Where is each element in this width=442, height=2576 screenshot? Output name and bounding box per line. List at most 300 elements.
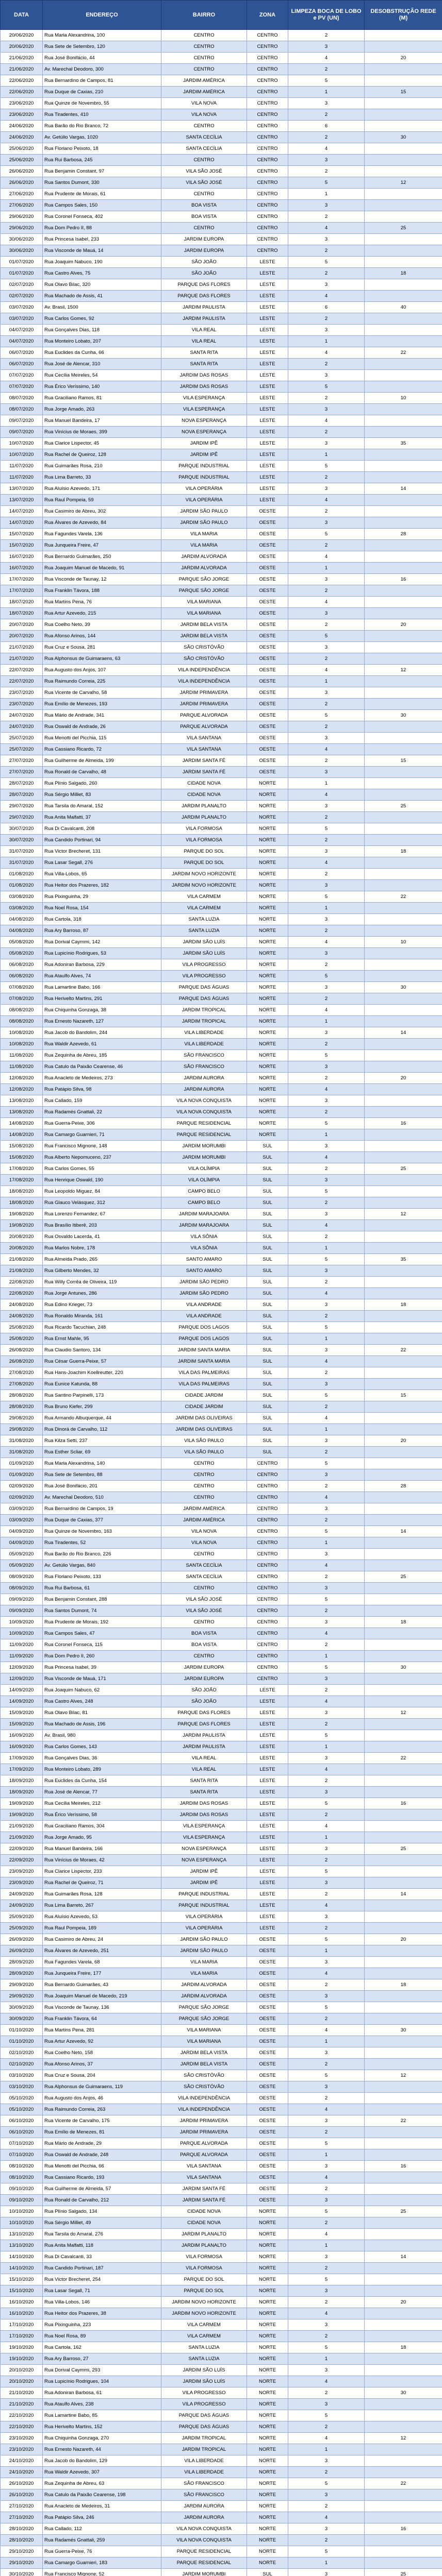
cell-address[interactable]: Rua Victor Brecheret, 131 [43,846,161,857]
cell-zone[interactable]: LESTE [247,1900,288,1911]
cell-district[interactable]: VILA CARMEM [161,2319,247,2331]
cell-zone[interactable]: OESTE [247,2161,288,2172]
cell-zone[interactable]: OESTE [247,699,288,710]
table-row[interactable] [1,801,442,812]
cell-cleaning[interactable]: 2 [288,1889,365,1900]
cell-zone[interactable]: OESTE [247,767,288,778]
cell-unclogging[interactable] [365,744,442,755]
cell-zone[interactable]: LESTE [247,313,288,325]
cell-zone[interactable]: SUL [247,1186,288,1197]
cell-date[interactable]: 02/10/2020 [1,2059,43,2070]
cell-address[interactable]: Rua Floriano Peixoto, 18 [43,143,161,155]
cell-district[interactable]: NOVA ESPERANÇA [161,427,247,438]
cell-date[interactable]: 18/07/2020 [1,608,43,619]
cell-address[interactable]: Rua Catulo da Paixão Cearense, 46 [43,1061,161,1073]
column-header-address[interactable]: ENDEREÇO [43,1,161,30]
cell-district[interactable]: JARDIM NOVO HORIZONTE [161,880,247,891]
cell-unclogging[interactable]: 18 [365,1617,442,1628]
cell-unclogging[interactable] [365,1968,442,1979]
cell-address[interactable]: Rua Almeida Prado, 265 [43,1254,161,1265]
column-header-unclogging[interactable]: DESOBSTRUÇÃO REDE (M) [365,1,442,30]
table-row[interactable] [1,200,442,211]
cell-district[interactable]: JARDIM SANTA MARIA [161,1345,247,1356]
column-header-cleaning[interactable]: LIMPEZA BOCA DE LOBO e PV (UN) [288,1,365,30]
cell-date[interactable]: 16/10/2020 [1,2297,43,2308]
cell-district[interactable]: CENTRO [161,64,247,75]
cell-address[interactable]: Rua Jorge Amado, 263 [43,404,161,415]
cell-zone[interactable]: OESTE [247,2172,288,2183]
table-row[interactable] [1,2399,442,2410]
cell-cleaning[interactable]: 3 [288,1503,365,1515]
table-row[interactable] [1,2138,442,2149]
table-row[interactable] [1,1968,442,1979]
cell-zone[interactable]: NORTE [247,2263,288,2274]
cell-zone[interactable]: LESTE [247,427,288,438]
cell-cleaning[interactable]: 5 [288,971,365,982]
cell-zone[interactable]: SUL [247,1379,288,1390]
cell-cleaning[interactable]: 2 [288,699,365,710]
cell-unclogging[interactable] [365,1651,442,1662]
cell-date[interactable]: 16/07/2020 [1,563,43,574]
cell-cleaning[interactable]: 4 [288,347,365,359]
cell-cleaning[interactable]: 2 [288,2059,365,2070]
table-row[interactable] [1,1798,442,1809]
cell-zone[interactable]: SUL [247,1367,288,1379]
cell-cleaning[interactable]: 1 [288,903,365,914]
cell-zone[interactable]: OESTE [247,642,288,653]
cell-zone[interactable]: LESTE [247,1753,288,1764]
table-row[interactable] [1,2025,442,2036]
cell-date[interactable]: 23/06/2020 [1,109,43,121]
cell-zone[interactable]: LESTE [247,1787,288,1798]
cell-date[interactable]: 26/09/2020 [1,1934,43,1945]
cell-district[interactable]: JARDIM IPÊ [161,1877,247,1889]
cell-date[interactable]: 17/10/2020 [1,2319,43,2331]
cell-date[interactable]: 27/10/2020 [1,2512,43,2523]
cell-date[interactable]: 13/10/2020 [1,2229,43,2240]
table-row[interactable] [1,1095,442,1107]
cell-date[interactable]: 11/09/2020 [1,1639,43,1651]
table-row[interactable] [1,1254,442,1265]
table-row[interactable] [1,2478,442,2489]
cell-zone[interactable]: LESTE [247,1719,288,1730]
cell-date[interactable]: 26/10/2020 [1,2478,43,2489]
table-row[interactable] [1,495,442,506]
cell-unclogging[interactable]: 20 [365,53,442,64]
cell-unclogging[interactable] [365,880,442,891]
cell-address[interactable]: Rua Lamartine Babo, 166 [43,982,161,993]
cell-zone[interactable]: SUL [247,1345,288,1356]
cell-district[interactable]: PARQUE ALVORADA [161,721,247,733]
cell-zone[interactable]: CENTRO [247,1662,288,1673]
cell-address[interactable]: Rua Carlos Gomes, 55 [43,1163,161,1175]
cell-date[interactable]: 19/08/2020 [1,1209,43,1220]
cell-address[interactable]: Rua Eunice Katunda, 88 [43,1379,161,1390]
cell-date[interactable]: 10/08/2020 [1,1039,43,1050]
table-row[interactable] [1,1923,442,1934]
cell-date[interactable]: 17/08/2020 [1,1163,43,1175]
cell-address[interactable]: Rua Oswald de Andrade, 26 [43,721,161,733]
cell-zone[interactable]: OESTE [247,529,288,540]
table-row[interactable] [1,427,442,438]
cell-address[interactable]: Rua Visconde de Taunay, 136 [43,2002,161,2013]
cell-zone[interactable]: CENTRO [247,1515,288,1526]
cell-unclogging[interactable] [365,75,442,87]
cell-district[interactable]: JARDIM AMÉRICA [161,1515,247,1526]
cell-address[interactable]: Rua Armando Albuquerque, 44 [43,1413,161,1424]
cell-zone[interactable]: NORTE [247,2365,288,2376]
cell-zone[interactable]: CENTRO [247,1503,288,1515]
cell-cleaning[interactable]: 2 [288,1571,365,1583]
cell-unclogging[interactable] [365,1866,442,1877]
cell-cleaning[interactable]: 1 [288,2557,365,2569]
cell-zone[interactable]: NORTE [247,2489,288,2501]
cell-date[interactable]: 29/06/2020 [1,211,43,223]
cell-unclogging[interactable] [365,1730,442,1741]
table-row[interactable] [1,2172,442,2183]
cell-cleaning[interactable]: 3 [288,2523,365,2535]
cell-address[interactable]: Rua Vicente de Carvalho, 58 [43,687,161,699]
cell-district[interactable]: VILA NOVA CONQUISTA [161,2523,247,2535]
cell-cleaning[interactable]: 3 [288,733,365,744]
cell-cleaning[interactable]: 3 [288,404,365,415]
cell-unclogging[interactable]: 28 [365,1481,442,1492]
table-row[interactable] [1,64,442,75]
cell-unclogging[interactable] [365,563,442,574]
cell-unclogging[interactable] [365,2059,442,2070]
cell-unclogging[interactable] [365,1673,442,1685]
cell-date[interactable]: 05/09/2020 [1,1560,43,1571]
cell-zone[interactable]: LESTE [247,461,288,472]
cell-zone[interactable]: SUL [247,1209,288,1220]
cell-cleaning[interactable]: 3 [288,846,365,857]
table-row[interactable] [1,1911,442,1923]
cell-district[interactable]: CENTRO [161,30,247,41]
table-row[interactable] [1,1322,442,1333]
cell-district[interactable]: PARQUE DAS FLORES [161,279,247,291]
table-row[interactable] [1,155,442,166]
cell-district[interactable]: JARDIM AMÉRICA [161,87,247,98]
table-row[interactable] [1,177,442,189]
cell-zone[interactable]: OESTE [247,563,288,574]
cell-address[interactable]: Rua Clarice Lispector, 233 [43,1866,161,1877]
cell-zone[interactable]: CENTRO [247,87,288,98]
cell-district[interactable]: VILA MARIA [161,540,247,551]
cell-address[interactable]: Rua Anacleto de Medeiros, 273 [43,1073,161,1084]
table-row[interactable] [1,438,442,449]
cell-cleaning[interactable]: 2 [288,268,365,279]
cell-date[interactable]: 03/10/2020 [1,2081,43,2093]
cell-cleaning[interactable]: 3 [288,1299,365,1311]
cell-address[interactable]: Rua Esther Scliar, 69 [43,1447,161,1458]
cell-address[interactable]: Rua Raimundo Correia, 225 [43,676,161,687]
cell-cleaning[interactable]: 1 [288,676,365,687]
cell-district[interactable]: JARDIM PAULISTA [161,302,247,313]
cell-district[interactable]: VILA NOVA CONQUISTA [161,1095,247,1107]
cell-zone[interactable]: SUL [247,1288,288,1299]
cell-zone[interactable]: LESTE [247,1832,288,1843]
cell-date[interactable]: 11/08/2020 [1,1061,43,1073]
table-row[interactable] [1,699,442,710]
cell-unclogging[interactable] [365,1741,442,1753]
cell-zone[interactable]: NORTE [247,914,288,925]
cell-zone[interactable]: OESTE [247,2059,288,2070]
cell-zone[interactable]: NORTE [247,1084,288,1095]
cell-date[interactable]: 05/08/2020 [1,937,43,948]
cell-unclogging[interactable] [365,2036,442,2047]
cell-zone[interactable]: CENTRO [247,1639,288,1651]
cell-address[interactable]: Rua Duque de Caxias, 377 [43,1515,161,1526]
cell-address[interactable]: Rua Francisco Mignone, 52 [43,2569,161,2576]
cell-zone[interactable]: OESTE [247,665,288,676]
cell-unclogging[interactable]: 18 [365,268,442,279]
cell-date[interactable]: 31/08/2020 [1,1435,43,1447]
cell-unclogging[interactable] [365,1401,442,1413]
cell-zone[interactable]: NORTE [247,789,288,801]
cell-date[interactable]: 08/10/2020 [1,2172,43,2183]
table-row[interactable] [1,1424,442,1435]
cell-cleaning[interactable]: 1 [288,1333,365,1345]
cell-date[interactable]: 03/07/2020 [1,313,43,325]
cell-zone[interactable]: NORTE [247,2206,288,2217]
cell-address[interactable]: Rua Jacob do Bandolim, 244 [43,1027,161,1039]
cell-unclogging[interactable]: 30 [365,132,442,143]
cell-date[interactable]: 27/06/2020 [1,189,43,200]
cell-district[interactable]: JARDIM DAS ROSAS [161,1798,247,1809]
cell-address[interactable]: Rua Ataulfo Alves, 238 [43,2399,161,2410]
cell-cleaning[interactable]: 4 [288,1152,365,1163]
table-row[interactable] [1,846,442,857]
cell-date[interactable]: 04/08/2020 [1,914,43,925]
cell-cleaning[interactable]: 3 [288,2365,365,2376]
cell-district[interactable]: VILA FORMOSA [161,2263,247,2274]
cell-date[interactable]: 14/09/2020 [1,1685,43,1696]
cell-cleaning[interactable]: 2 [288,166,365,177]
cell-district[interactable]: JARDIM AMÉRICA [161,1503,247,1515]
table-row[interactable] [1,506,442,517]
cell-zone[interactable]: NORTE [247,2217,288,2229]
cell-address[interactable]: Rua Franklin Távora, 64 [43,2013,161,2025]
cell-unclogging[interactable] [365,1107,442,1118]
cell-zone[interactable]: NORTE [247,869,288,880]
cell-cleaning[interactable]: 2 [288,30,365,41]
cell-cleaning[interactable]: 4 [288,1560,365,1571]
cell-unclogging[interactable] [365,1197,442,1209]
cell-date[interactable]: 13/08/2020 [1,1095,43,1107]
cell-address[interactable]: Rua Visconde de Mauá, 171 [43,1673,161,1685]
cell-cleaning[interactable]: 4 [288,551,365,563]
cell-address[interactable]: Rua Guilherme de Almeida, 57 [43,2183,161,2195]
cell-unclogging[interactable]: 14 [365,1526,442,1537]
cell-date[interactable]: 30/06/2020 [1,245,43,257]
cell-unclogging[interactable] [365,1911,442,1923]
cell-district[interactable]: PARQUE INDUSTRIAL [161,1900,247,1911]
table-row[interactable] [1,302,442,313]
cell-zone[interactable]: NORTE [247,2535,288,2546]
cell-address[interactable]: Rua Patápio Silva, 98 [43,1084,161,1095]
cell-date[interactable]: 11/08/2020 [1,1050,43,1061]
cell-address[interactable]: Rua Castro Alves, 75 [43,268,161,279]
cell-unclogging[interactable] [365,2081,442,2093]
table-row[interactable] [1,121,442,132]
cell-unclogging[interactable]: 25 [365,1571,442,1583]
cell-cleaning[interactable]: 2 [288,925,365,937]
cell-district[interactable]: CENTRO [161,1617,247,1628]
cell-unclogging[interactable]: 22 [365,2115,442,2127]
cell-district[interactable]: JARDIM PLANALTO [161,812,247,823]
cell-zone[interactable]: OESTE [247,653,288,665]
cell-unclogging[interactable]: 12 [365,177,442,189]
cell-cleaning[interactable]: 3 [288,1469,365,1481]
cell-zone[interactable]: OESTE [247,2013,288,2025]
cell-date[interactable]: 17/07/2020 [1,585,43,597]
cell-date[interactable]: 30/06/2020 [1,234,43,245]
cell-district[interactable]: VILA PROGRESSO [161,959,247,971]
cell-cleaning[interactable]: 3 [288,1707,365,1719]
cell-date[interactable]: 01/08/2020 [1,880,43,891]
cell-unclogging[interactable] [365,41,442,53]
cell-cleaning[interactable]: 4 [288,2025,365,2036]
cell-date[interactable]: 29/10/2020 [1,2546,43,2557]
cell-address[interactable]: Rua Ernesto Nazareth, 44 [43,2444,161,2455]
cell-address[interactable]: Rua Visconde de Taunay, 12 [43,574,161,585]
table-row[interactable] [1,1311,442,1322]
cell-district[interactable]: PARQUE DO SOL [161,2274,247,2285]
cell-zone[interactable]: NORTE [247,971,288,982]
table-row[interactable] [1,53,442,64]
cell-date[interactable]: 25/09/2020 [1,1911,43,1923]
cell-district[interactable]: PARQUE INDUSTRIAL [161,1889,247,1900]
cell-unclogging[interactable] [365,64,442,75]
cell-unclogging[interactable] [365,1367,442,1379]
cell-cleaning[interactable]: 3 [288,1753,365,1764]
cell-date[interactable]: 07/10/2020 [1,2138,43,2149]
cell-zone[interactable]: OESTE [247,2115,288,2127]
cell-zone[interactable]: CENTRO [247,41,288,53]
cell-district[interactable]: VILA ESPERANÇA [161,404,247,415]
table-row[interactable] [1,2569,442,2576]
cell-address[interactable]: Rua Jacob do Bandolim, 129 [43,2455,161,2467]
table-row[interactable] [1,1186,442,1197]
cell-zone[interactable]: LESTE [247,1877,288,1889]
cell-date[interactable]: 11/07/2020 [1,472,43,483]
cell-address[interactable]: Rua Junqueira Freire, 47 [43,540,161,551]
cell-zone[interactable]: OESTE [247,597,288,608]
table-row[interactable] [1,1877,442,1889]
cell-address[interactable]: Rua Pixinguinha, 29 [43,891,161,903]
cell-zone[interactable]: OESTE [247,710,288,721]
cell-date[interactable]: 25/06/2020 [1,143,43,155]
cell-address[interactable]: Rua Lima Barreto, 267 [43,1900,161,1911]
cell-date[interactable]: 20/08/2020 [1,1243,43,1254]
cell-address[interactable]: Rua Villa-Lobos, 65 [43,869,161,880]
table-row[interactable] [1,1855,442,1866]
cell-zone[interactable]: NORTE [247,2410,288,2421]
cell-cleaning[interactable]: 4 [288,2376,365,2387]
cell-district[interactable]: VILA SÃO PAULO [161,1447,247,1458]
cell-date[interactable]: 01/09/2020 [1,1458,43,1469]
cell-cleaning[interactable]: 2 [288,1401,365,1413]
cell-district[interactable]: BOA VISTA [161,211,247,223]
cell-cleaning[interactable]: 3 [288,1027,365,1039]
cell-zone[interactable]: OESTE [247,2093,288,2104]
cell-date[interactable]: 31/08/2020 [1,1447,43,1458]
cell-date[interactable]: 22/10/2020 [1,2410,43,2421]
table-row[interactable] [1,1549,442,1560]
table-row[interactable] [1,2093,442,2104]
cell-district[interactable]: CENTRO [161,53,247,64]
table-row[interactable] [1,2501,442,2512]
cell-address[interactable]: Rua Lasar Segall, 71 [43,2285,161,2297]
cell-date[interactable]: 27/08/2020 [1,1367,43,1379]
cell-unclogging[interactable] [365,2138,442,2149]
cell-date[interactable]: 24/10/2020 [1,2455,43,2467]
cell-district[interactable]: VILA REAL [161,325,247,336]
cell-district[interactable]: PARQUE DO SOL [161,857,247,869]
table-row[interactable] [1,2467,442,2478]
cell-cleaning[interactable]: 5 [288,1866,365,1877]
table-row[interactable] [1,755,442,767]
cell-district[interactable]: JARDIM SANTA FÉ [161,767,247,778]
table-row[interactable] [1,710,442,721]
cell-address[interactable]: Rua Glauco Velásquez, 312 [43,1197,161,1209]
cell-address[interactable]: Rua Radamés Gnattali, 259 [43,2535,161,2546]
cell-date[interactable]: 29/08/2020 [1,1424,43,1435]
cell-unclogging[interactable] [365,109,442,121]
cell-district[interactable]: VILA LIBERDADE [161,2467,247,2478]
cell-cleaning[interactable]: 4 [288,291,365,302]
cell-district[interactable]: PARQUE DAS FLORES [161,1719,247,1730]
cell-date[interactable]: 20/07/2020 [1,631,43,642]
cell-zone[interactable]: OESTE [247,517,288,529]
cell-date[interactable]: 28/10/2020 [1,2523,43,2535]
cell-date[interactable]: 19/10/2020 [1,2342,43,2353]
cell-address[interactable]: Rua Graciliano Ramos, 81 [43,393,161,404]
cell-zone[interactable]: NORTE [247,2557,288,2569]
cell-district[interactable]: SANTA RITA [161,1775,247,1787]
cell-cleaning[interactable]: 2 [288,2127,365,2138]
cell-zone[interactable]: LESTE [247,302,288,313]
cell-address[interactable]: Rua Waldir Azevedo, 307 [43,2467,161,2478]
cell-district[interactable]: BOA VISTA [161,1628,247,1639]
table-row[interactable] [1,87,442,98]
table-row[interactable] [1,2535,442,2546]
cell-cleaning[interactable]: 5 [288,2546,365,2557]
cell-cleaning[interactable]: 1 [288,1129,365,1141]
cell-date[interactable]: 25/08/2020 [1,1333,43,1345]
cell-unclogging[interactable] [365,2274,442,2285]
cell-date[interactable]: 26/09/2020 [1,1945,43,1957]
cell-cleaning[interactable]: 5 [288,1526,365,1537]
cell-district[interactable]: CENTRO [161,155,247,166]
cell-zone[interactable]: NORTE [247,2229,288,2240]
cell-address[interactable]: Rua Bernardo Guimarães, 43 [43,1979,161,1991]
cell-cleaning[interactable]: 2 [288,506,365,517]
cell-date[interactable]: 24/07/2020 [1,710,43,721]
cell-address[interactable]: Rua Lorenzo Fernandez, 67 [43,1209,161,1220]
table-row[interactable] [1,1889,442,1900]
cell-unclogging[interactable]: 30 [365,710,442,721]
table-row[interactable] [1,1050,442,1061]
cell-cleaning[interactable]: 5 [288,1934,365,1945]
table-row[interactable] [1,2546,442,2557]
table-row[interactable] [1,2104,442,2115]
cell-date[interactable]: 29/09/2020 [1,1991,43,2002]
cell-district[interactable]: VILA PROGRESSO [161,971,247,982]
cell-date[interactable]: 09/10/2020 [1,2195,43,2206]
cell-date[interactable]: 10/10/2020 [1,2217,43,2229]
cell-zone[interactable]: OESTE [247,540,288,551]
